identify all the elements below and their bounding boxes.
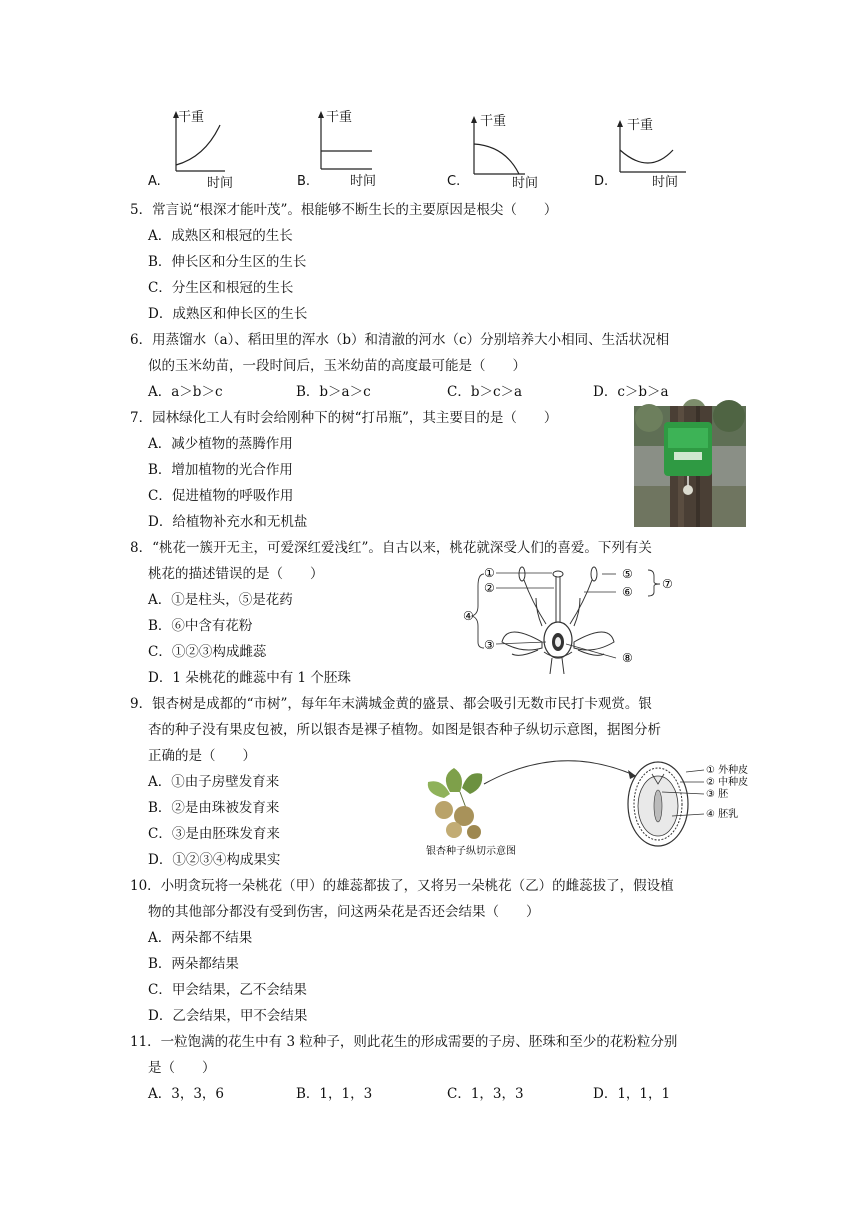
question-stem-continued: 似的玉米幼苗，一段时间后，玉米幼苗的高度最可能是（ ） bbox=[148, 358, 526, 374]
flower-label-6: ⑥ bbox=[622, 585, 633, 599]
option-d: D．1 朵桃花的雌蕊中有 1 个胚珠 bbox=[148, 670, 351, 686]
option-a: A．a＞b＞c bbox=[148, 384, 223, 400]
option-b: B．②是由珠被发育来 bbox=[148, 800, 280, 816]
graph-d-xlabel: 时间 bbox=[652, 175, 679, 190]
option-c: C．1，3，3 bbox=[447, 1086, 524, 1102]
question-stem-continued: 物的其他部分都没有受到伤害，问这两朵花是否还会结果（ ） bbox=[148, 904, 540, 920]
option-d: D．成熟区和伸长区的生长 bbox=[148, 306, 308, 322]
graph-b-ylabel: 干重 bbox=[326, 110, 353, 125]
ginkgo-seed-diagram bbox=[420, 748, 749, 860]
ginkgo-label-3: ③ 胚 bbox=[706, 789, 729, 800]
tree-iv-bag-photo bbox=[634, 406, 746, 527]
flower-label-7: ⑦ bbox=[662, 577, 673, 591]
option-d: D．给植物补充水和无机盐 bbox=[148, 514, 308, 530]
question-stem-continued: 桃花的描述错误的是（ ） bbox=[148, 566, 324, 582]
question-stem: 9．银杏树是成都的“市树”，每年年末满城金黄的盛景、都会吸引无数市民打卡观赏。银 bbox=[130, 696, 652, 712]
option-a: A．①是柱头，⑤是花药 bbox=[148, 592, 293, 608]
question-stem-continued: 是（ ） bbox=[148, 1060, 216, 1076]
option-b: B．增加植物的光合作用 bbox=[148, 462, 293, 478]
graph-c-ylabel: 干重 bbox=[480, 114, 507, 129]
question-stem-continued: 杏的种子没有果皮包被，所以银杏是裸子植物。如图是银杏种子纵切示意图，据图分析 bbox=[148, 722, 661, 738]
graph-a-xlabel: 时间 bbox=[207, 176, 234, 191]
option-a: A．①由子房壁发育来 bbox=[148, 774, 280, 790]
flower-label-3: ③ bbox=[484, 638, 495, 652]
ginkgo-label-1: ① 外种皮 bbox=[706, 765, 749, 776]
flower-label-1: ① bbox=[484, 566, 495, 580]
option-a: A．成熟区和根冠的生长 bbox=[148, 228, 293, 244]
option-b: B．⑥中含有花粉 bbox=[148, 618, 253, 634]
question-stem: 6．用蒸馏水（a）、稻田里的浑水（b）和清澈的河水（c）分别培养大小相同、生活状况相 bbox=[130, 332, 670, 348]
graph-b-xlabel: 时间 bbox=[350, 174, 377, 189]
option-d: D．乙会结果，甲不会结果 bbox=[148, 1008, 308, 1024]
ginkgo-label-2: ② 中种皮 bbox=[706, 777, 749, 788]
graph-a-option-label: A. bbox=[148, 174, 161, 189]
option-c: C．③是由胚珠发育来 bbox=[148, 826, 280, 842]
question-stem: 10．小明贪玩将一朵桃花（甲）的雄蕊都拔了，又将另一朵桃花（乙）的雌蕊拔了，假设植 bbox=[130, 878, 674, 894]
option-b: B．1，1，3 bbox=[296, 1086, 373, 1102]
graph-c bbox=[463, 108, 553, 190]
graph-d-ylabel: 干重 bbox=[627, 118, 654, 133]
flower-label-8: ⑧ bbox=[622, 651, 633, 665]
option-d: D．c＞b＞a bbox=[593, 384, 669, 400]
option-c: C．①②③构成雌蕊 bbox=[148, 644, 267, 660]
question-stem: 8．“桃花一簇开无主，可爱深红爱浅红”。自古以来，桃花就深受人们的喜爱。下列有关 bbox=[130, 540, 652, 556]
graph-b-option-label: B. bbox=[297, 174, 311, 189]
graph-c-option-label: C. bbox=[447, 174, 461, 189]
option-a: A．两朵都不结果 bbox=[148, 930, 253, 946]
peach-flower-diagram bbox=[462, 562, 690, 674]
question-stem: 5．常言说“根深才能叶茂”。根能够不断生长的主要原因是根尖（ ） bbox=[130, 202, 558, 218]
option-b: B．两朵都结果 bbox=[148, 956, 239, 972]
ginkgo-caption: 银杏种子纵切示意图 bbox=[426, 846, 516, 857]
option-d: D．①②③④构成果实 bbox=[148, 852, 281, 868]
option-a: A．减少植物的蒸腾作用 bbox=[148, 436, 293, 452]
option-a: A．3，3，6 bbox=[148, 1086, 225, 1102]
option-c: C．促进植物的呼吸作用 bbox=[148, 488, 294, 504]
graph-d-option-label: D. bbox=[594, 174, 609, 189]
flower-label-2: ② bbox=[484, 581, 495, 595]
flower-label-4: ④ bbox=[463, 609, 474, 623]
ginkgo-label-4: ④ 胚乳 bbox=[706, 809, 739, 820]
question-stem: 7．园林绿化工人有时会给刚种下的树“打吊瓶”，其主要目的是（ ） bbox=[130, 410, 558, 426]
option-b: B．伸长区和分生区的生长 bbox=[148, 254, 307, 270]
option-c: C．甲会结果，乙不会结果 bbox=[148, 982, 307, 998]
question-stem-continued: 正确的是（ ） bbox=[148, 748, 256, 764]
flower-label-5: ⑤ bbox=[622, 567, 633, 581]
option-d: D．1，1，1 bbox=[593, 1086, 671, 1102]
graph-a-ylabel: 干重 bbox=[178, 110, 205, 125]
option-c: C．b＞c＞a bbox=[447, 384, 523, 400]
option-c: C．分生区和根冠的生长 bbox=[148, 280, 294, 296]
question-stem: 11．一粒饱满的花生中有 3 粒种子，则此花生的形成需要的子房、胚珠和至少的花粉粒分别 bbox=[130, 1034, 678, 1050]
graph-c-xlabel: 时间 bbox=[512, 176, 539, 191]
option-b: B．b＞a＞c bbox=[296, 384, 371, 400]
